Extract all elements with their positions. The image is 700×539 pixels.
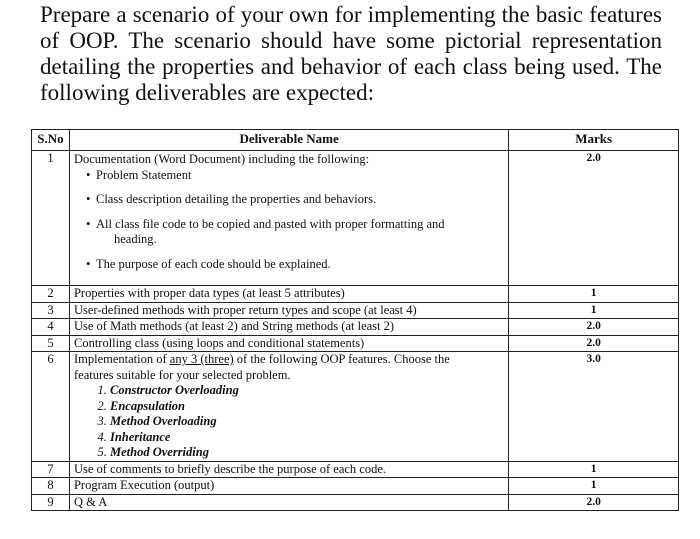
- row-marks: 1: [509, 286, 679, 303]
- row-deliverable: User-defined methods with proper return types and scope (at least 4): [69, 302, 508, 319]
- row-marks: 2.0: [509, 151, 679, 286]
- deliverables-table: [31, 129, 679, 511]
- oop-intro-line: [74, 352, 504, 368]
- row-sno: 8: [32, 478, 70, 495]
- row-marks: 2.0: [509, 319, 679, 336]
- row-sno: 6: [32, 352, 70, 462]
- table-row: [32, 335, 679, 352]
- header-sno: S.No: [32, 130, 70, 151]
- oop-features-list: [74, 383, 504, 461]
- intro-paragraph: Prepare a scenario of your own for implementing the basic features of OOP. The scenario should have some pictorial representation detailing the properties and behavior of each class being used. The following deliverables are expected:: [40, 2, 662, 105]
- oop-intro-line-2: features suitable for your selected problem.: [73, 367, 291, 382]
- feature-item: 3. Method Overloading: [110, 414, 504, 430]
- row-deliverable: Q & A: [69, 494, 508, 511]
- bullet-text: All class file code to be copied and pasted with proper formatting and: [95, 216, 445, 231]
- table-row: [32, 286, 679, 303]
- bullet-item: • The purpose of each code should be explained.: [96, 257, 504, 273]
- table-row: [32, 151, 679, 286]
- table-row: [32, 319, 679, 336]
- row-sno: 3: [32, 302, 70, 319]
- oop-underlined-text: any 3 (three): [169, 352, 234, 366]
- row-marks: 1: [509, 478, 679, 495]
- row-deliverable: [69, 151, 508, 286]
- table-row: [32, 461, 679, 478]
- row-deliverable: Program Execution (output): [69, 478, 508, 495]
- bullet-text-continued: heading.: [113, 232, 157, 246]
- feature-item: 4. Inheritance: [110, 430, 504, 446]
- table-header-row: [32, 130, 679, 151]
- feature-item: 5. Method Overriding: [110, 445, 504, 461]
- row-sno: 2: [32, 286, 70, 303]
- bullet-item: [96, 217, 504, 248]
- header-marks: Marks: [509, 130, 679, 151]
- table-row: [32, 494, 679, 511]
- table-row: [32, 302, 679, 319]
- row-deliverable: Use of comments to briefly describe the purpose of each code.: [69, 461, 508, 478]
- row-marks: 1: [509, 461, 679, 478]
- row-deliverable: Controlling class (using loops and conditional statements): [69, 335, 508, 352]
- row-marks: 2.0: [509, 494, 679, 511]
- table-row: [32, 352, 679, 462]
- row-marks: 2.0: [509, 335, 679, 352]
- row-deliverable: Use of Math methods (at least 2) and String methods (at least 2): [69, 319, 508, 336]
- table-row: [32, 478, 679, 495]
- oop-intro-text-end: of the following OOP features. Choose the: [233, 352, 450, 366]
- row-sno: 5: [32, 335, 70, 352]
- row-deliverable: [69, 352, 508, 462]
- row-deliverable: Properties with proper data types (at least 5 attributes): [69, 286, 508, 303]
- row-sno: 7: [32, 461, 70, 478]
- row-marks: 3.0: [509, 352, 679, 462]
- bullet-item: • Problem Statement: [96, 168, 504, 184]
- feature-item: 2. Encapsulation: [110, 399, 504, 415]
- oop-intro-text: Implementation of: [73, 352, 170, 366]
- header-deliverable-name: Deliverable Name: [69, 130, 508, 151]
- row-marks: 1: [509, 302, 679, 319]
- bullet-item: • Class description detailing the properties and behaviors.: [96, 192, 504, 208]
- row-sno: 4: [32, 319, 70, 336]
- feature-item: 1. Constructor Overloading: [110, 383, 504, 399]
- documentation-bullets: [74, 168, 504, 273]
- row-sno: 1: [32, 151, 70, 286]
- row-sno: 9: [32, 494, 70, 511]
- documentation-title: Documentation (Word Document) including the following:: [73, 152, 370, 166]
